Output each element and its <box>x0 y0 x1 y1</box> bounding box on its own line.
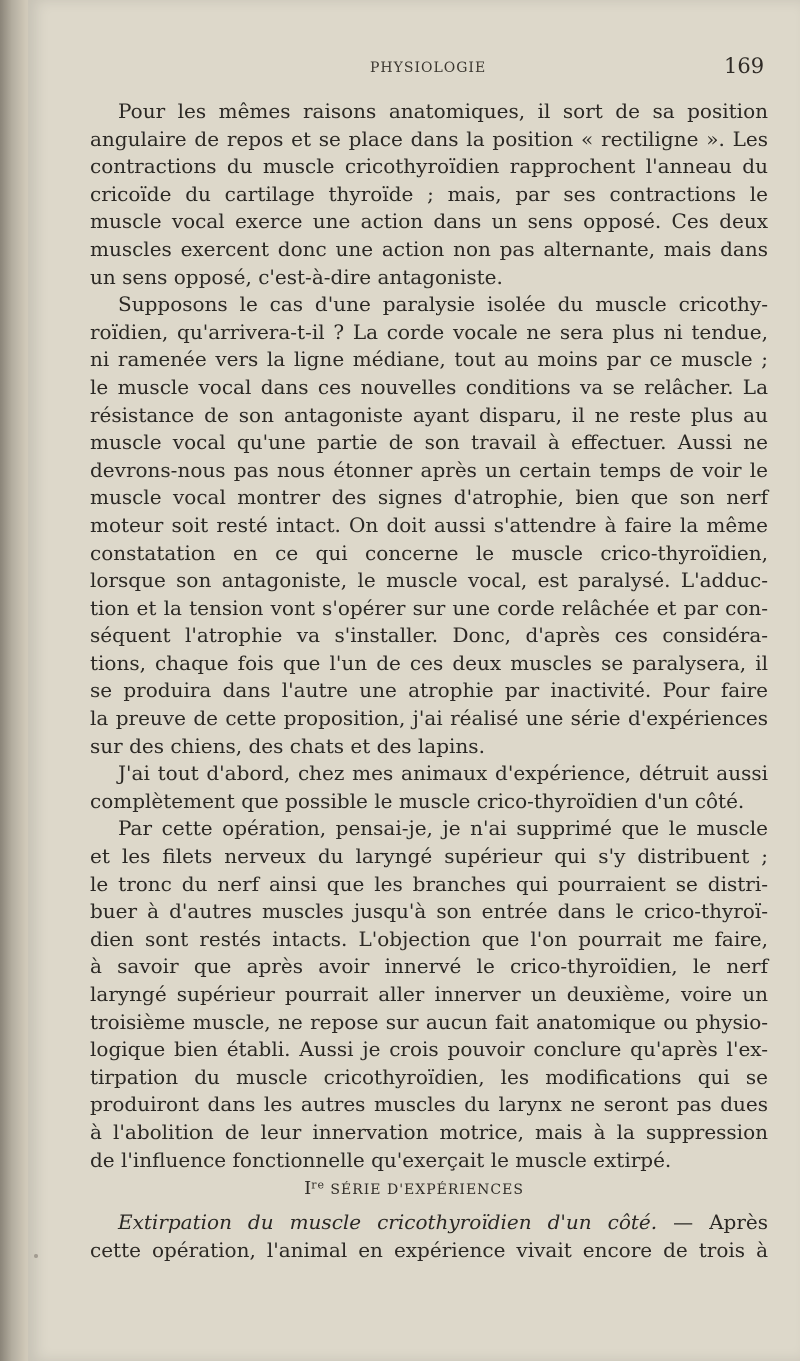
text-line: logique bien établi. Aussi je crois pouvoir conclure qu'après l'ex- <box>90 1037 768 1062</box>
text-line: muscles exercent donc une action non pas alternante, mais dans <box>90 236 768 261</box>
text-line: contractions du muscle cricothyroïdien rapprochent l'anneau du <box>90 154 768 179</box>
text-line: troisième muscle, ne repose sur aucun fait anatomique ou physio- <box>90 1009 768 1034</box>
text-line: à l'abolition de leur innervation motrice, mais à la suppression <box>90 1119 768 1144</box>
section-heading <box>28 1178 800 1199</box>
running-head: PHYSIOLOGIE <box>370 60 487 76</box>
text-line: roïdien, qu'arrivera-t-il ? La corde vocale ne sera plus ni tendue, <box>90 319 768 344</box>
section-title-text: SÉRIE D'EXPÉRIENCES <box>330 1182 524 1198</box>
text-line: laryngé supérieur pourrait aller innerver un deuxième, voire un <box>90 982 768 1006</box>
book-page <box>28 0 800 1361</box>
text-line: buer à d'autres muscles jusqu'à son entrée dans le crico-thyroï- <box>90 899 768 924</box>
experiment-italic-lead: Extirpation du muscle cricothyroïdien d'un côté. <box>118 1210 658 1234</box>
text-line: dien sont restés intacts. L'objection que l'on pourrait me faire, <box>90 926 768 951</box>
body-text <box>90 98 768 1174</box>
text-line: produiront dans les autres muscles du larynx ne seront pas dues <box>90 1092 768 1117</box>
text-line: tions, chaque fois que l'un de ces deux muscles se paralysera, il <box>90 650 768 675</box>
experiment-paragraph <box>90 1208 768 1264</box>
text-line: la preuve de cette proposition, j'ai réalisé une série d'expériences <box>90 706 768 731</box>
text-line: le tronc du nerf ainsi que les branches qui pourraient se distri- <box>90 871 768 896</box>
experiment-line-1 <box>90 1208 768 1236</box>
text-line: lorsque son antagoniste, le muscle vocal, est paralysé. L'adduc- <box>90 568 768 593</box>
text-line: devrons-nous pas nous étonner après un certain temps de voir le <box>90 457 768 482</box>
text-line: Par cette opération, pensai-je, je n'ai supprimé que le muscle <box>118 816 768 841</box>
experiment-line-1-rest: — Après <box>657 1210 768 1234</box>
text-line: et les filets nerveux du laryngé supérieur qui s'y distribuent ; <box>90 844 768 869</box>
text-line: cricoïde du cartilage thyroïde ; mais, par ses contractions le <box>90 181 768 206</box>
experiment-line-2: cette opération, l'animal en expérience vivait encore de trois à <box>90 1238 768 1262</box>
text-line: tirpation du muscle cricothyroïdien, les modifications qui se <box>90 1064 768 1089</box>
text-line: de l'influence fonctionnelle qu'exerçait le muscle extirpé. <box>90 1147 672 1172</box>
text-line: sur des chiens, des chats et des lapins. <box>90 733 485 758</box>
text-line: à savoir que après avoir innervé le crico-thyroïdien, le nerf <box>90 954 768 979</box>
text-line: séquent l'atrophie va s'installer. Donc, d'après ces considéra- <box>90 623 768 648</box>
page-header <box>28 54 800 84</box>
section-numeral-suffix: re <box>311 1178 325 1192</box>
text-line: tion et la tension vont s'opérer sur une corde relâchée et par con- <box>90 595 768 620</box>
section-numeral: I <box>304 1178 312 1199</box>
print-speck <box>34 1254 38 1258</box>
text-line: muscle vocal exerce une action dans un sens opposé. Ces deux <box>90 209 768 234</box>
text-line: constatation en ce qui concerne le muscle crico-thyroïdien, <box>90 540 768 565</box>
text-line: un sens opposé, c'est-à-dire antagoniste. <box>90 264 503 289</box>
text-line: ni ramenée vers la ligne médiane, tout au moins par ce muscle ; <box>90 347 768 372</box>
text-line: muscle vocal qu'une partie de son travail à effectuer. Aussi ne <box>90 430 768 455</box>
text-line: le muscle vocal dans ces nouvelles conditions va se relâcher. La <box>90 374 768 399</box>
text-line: moteur soit resté intact. On doit aussi s'attendre à faire la même <box>90 512 768 537</box>
text-line: Supposons le cas d'une paralysie isolée du muscle cricothy- <box>118 292 768 317</box>
text-line: J'ai tout d'abord, chez mes animaux d'expérience, détruit aussi <box>118 761 768 786</box>
text-line: Pour les mêmes raisons anatomiques, il sort de sa position <box>118 99 768 123</box>
text-line: se produira dans l'autre une atrophie par inactivité. Pour faire <box>90 678 768 703</box>
text-line: angulaire de repos et se place dans la position « rectiligne ». Les <box>90 126 768 151</box>
text-line: muscle vocal montrer des signes d'atrophie, bien que son nerf <box>90 485 768 510</box>
page-number: 169 <box>724 54 765 78</box>
text-line: résistance de son antagoniste ayant disparu, il ne reste plus au <box>90 402 768 427</box>
text-line: complètement que possible le muscle crico-thyroïdien d'un côté. <box>90 788 745 813</box>
